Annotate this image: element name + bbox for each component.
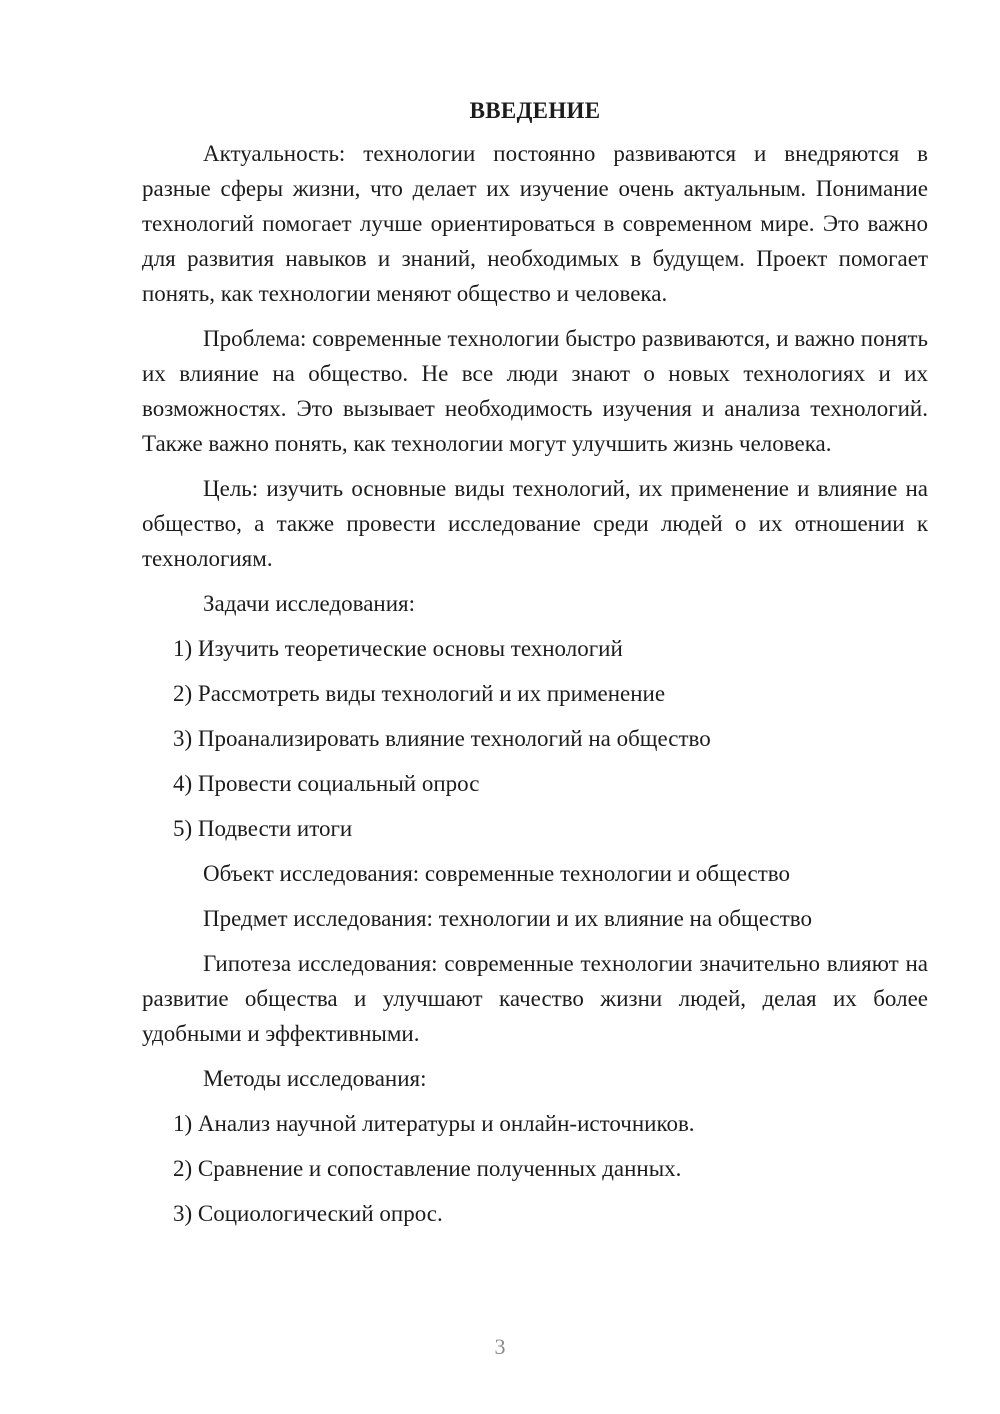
problem-paragraph: Проблема: современные технологии быстро развиваются, и важно понять их влияние на общество. Не все люди знают о новых технологиях и их возможностях. Это вызывает необходимость изучения и анализа технологий. Также важно понять, как технологии могут улучшить жизнь человека. bbox=[142, 326, 928, 456]
hypothesis-paragraph: Гипотеза исследования: современные технологии значительно влияют на развитие общества и улучшают качество жизни людей, делая их более удобными и эффективными. bbox=[142, 951, 928, 1046]
tasks-label: Задачи исследования: bbox=[203, 591, 416, 616]
method-item: 3) Социологический опрос. bbox=[173, 1201, 443, 1226]
task-item: 2) Рассмотреть виды технологий и их применение bbox=[173, 681, 666, 706]
task-item: 5) Подвести итоги bbox=[173, 816, 353, 841]
goal-paragraph: Цель: изучить основные виды технологий, их применение и влияние на общество, а также провести исследование среди людей о их отношении к технологиям. bbox=[142, 476, 928, 571]
task-item: 4) Провести социальный опрос bbox=[173, 771, 480, 796]
method-item: 2) Сравнение и сопоставление полученных данных. bbox=[173, 1156, 682, 1181]
relevance-paragraph: Актуальность: технологии постоянно развиваются и внедряются в разные сферы жизни, что делает их изучение очень актуальным. Понимание технологий помогает лучше ориентироваться в современном мире. Это важно для развития навыков и знаний, необходимых в будущем. Проект помогает понять, как технологии меняют общество и человека. bbox=[142, 141, 928, 306]
task-item: 1) Изучить теоретические основы технологий bbox=[173, 636, 623, 661]
page-number: 3 bbox=[494, 1334, 506, 1359]
page-title: ВВЕДЕНИЕ bbox=[469, 98, 601, 123]
subject-line: Предмет исследования: технологии и их влияние на общество bbox=[203, 906, 812, 931]
method-item: 1) Анализ научной литературы и онлайн-источников. bbox=[173, 1111, 695, 1136]
object-line: Объект исследования: современные технологии и общество bbox=[203, 861, 790, 886]
methods-list bbox=[142, 1106, 928, 1231]
tasks-list bbox=[142, 631, 928, 846]
methods-label: Методы исследования: bbox=[203, 1066, 427, 1091]
document-page bbox=[142, 96, 928, 1241]
task-item: 3) Проанализировать влияние технологий на общество bbox=[173, 726, 711, 751]
